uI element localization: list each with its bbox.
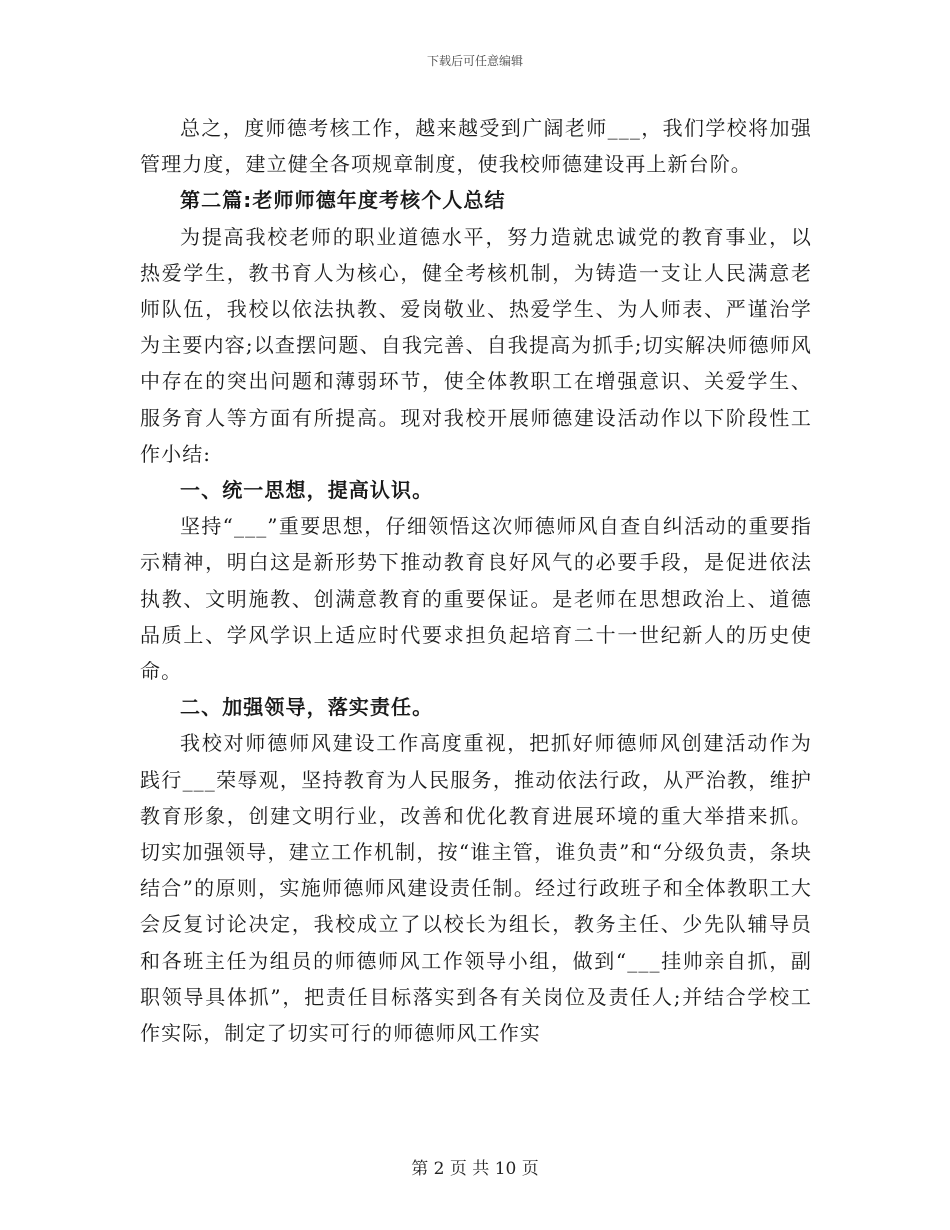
document-body [140,110,812,1051]
page-number: 第 2 页 共 10 页 [411,1159,539,1179]
paragraph-unify-thinking: 坚持“___”重要思想，仔细领悟这次师德师风自查自纠活动的重要指示精神，明白这是新形势下推动教育良好风气的必要手段，是促进依法执教、文明施教、创满意教育的重要保证。是老师在思想政治上、道德品质上、学风学识上适应时代要求担负起培育二十一世纪新人的历史使命。 [140,514,812,684]
paragraph-conclusion: 总之，度师德考核工作，越来越受到广阔老师___，我们学校将加强管理力度，建立健全各项规章制度，使我校师德建设再上新台阶。 [140,116,812,177]
paragraph-intro: 为提高我校老师的职业道德水平，努力造就忠诚党的教育事业，以热爱学生，教书育人为核心，健全考核机制，为铸造一支让人民满意老师队伍，我校以依法执教、爱岗敬业、热爱学生、为人师表、严谨治学为主要内容;以查摆问题、自我完善、自我提高为抓手;切实解决师德师风中存在的突出问题和薄弱环节，使全体教职工在增强意识、关爱学生、服务育人等方面有所提高。现对我校开展师德建设活动作以下阶段性工作小结: [140,224,812,466]
page-header: 下载后可任意编辑 [426,54,523,68]
heading-strengthen-leadership: 二、加强领导，落实责任。 [180,695,434,720]
section-title: 第二篇:老师师德年度考核个人总结 [180,188,506,213]
paragraph-strengthen-leadership: 我校对师德师风建设工作高度重视，把抓好师德师风创建活动作为践行___荣辱观，坚持教育为人民服务，推动依法行政，从严治教，维护教育形象，创建文明行业，改善和优化教育进展环境的重大举措来抓。切实加强领导，建立工作机制，按“谁主管，谁负责”和“分级负责，条块结合”的原则，实施师德师风建设责任制。经过行政班子和全体教职工大会反复讨论决定，我校成立了以校长为组长，教务主任、少先队辅导员和各班主任为组员的师德师风工作领导小组，做到“___挂帅亲自抓，副职领导具体抓”，把责任目标落实到各有关岗位及责任人;并结合学校工作实际，制定了切实可行的师德师风工作实 [140,731,812,1046]
heading-unify-thinking: 一、统一思想，提高认识。 [180,478,434,503]
